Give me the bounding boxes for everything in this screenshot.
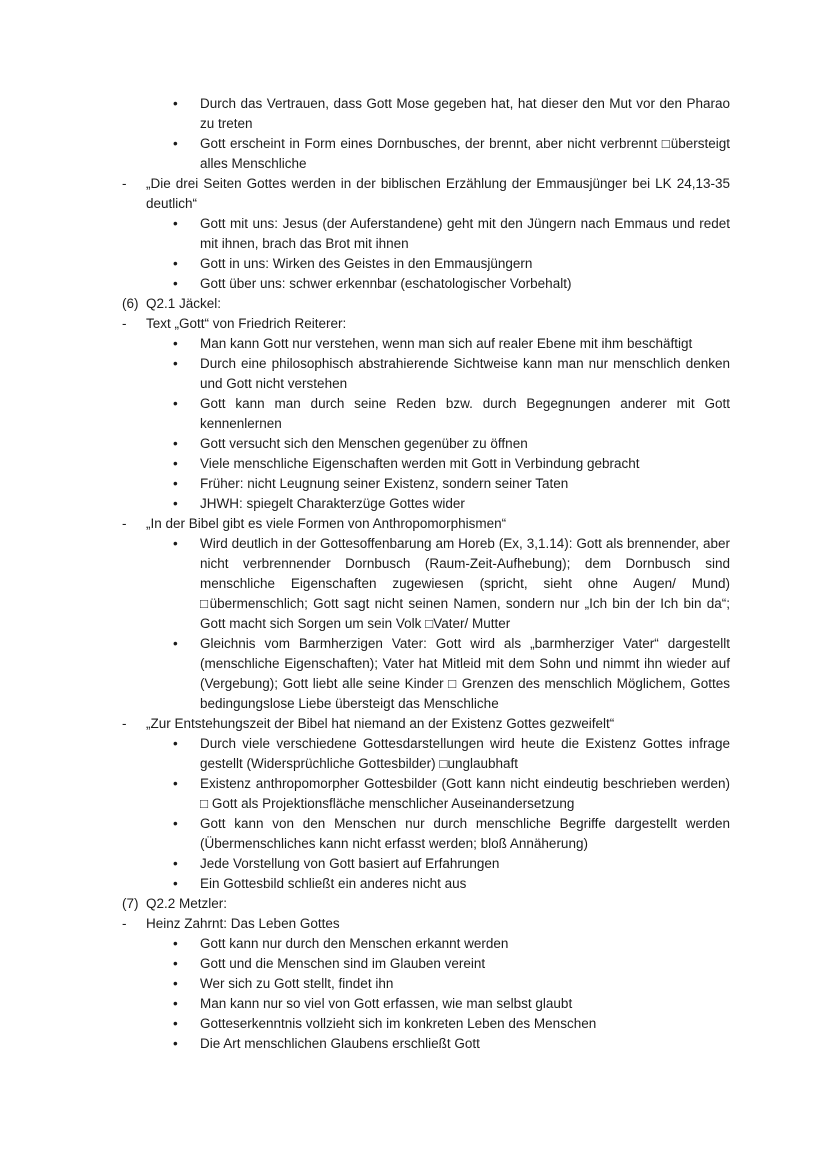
list-item xyxy=(0,254,730,274)
bullet-icon: • xyxy=(173,336,178,351)
list-item-text: Gleichnis vom Barmherzigen Vater: Gott wird als „barmherziger Vater“ dargestellt (menschliche Eigenschaften); Vater hat Mitleid mit dem Sohn und nimmt ihn wieder auf (Vergebung); Gott liebt alle seine Kinder □ Grenzen des menschlich Möglichem, Gottes bedingungslose Liebe übersteigt das Menschliche xyxy=(200,636,730,711)
list-item-text: JHWH: spiegelt Charakterzüge Gottes wider xyxy=(200,496,465,511)
list-item xyxy=(0,514,730,534)
bullet-icon: • xyxy=(173,276,178,291)
bullet-icon: • xyxy=(173,216,178,231)
list-item-text: Durch eine philosophisch abstrahierende Sichtweise kann man nur menschlich denken und Gott nicht verstehen xyxy=(200,356,730,391)
list-item xyxy=(0,634,730,714)
list-item xyxy=(0,534,730,634)
bullet-icon: • xyxy=(173,1016,178,1031)
bullet-icon: • xyxy=(173,936,178,951)
list-item xyxy=(0,454,730,474)
item-number: (7) xyxy=(122,896,139,911)
bullet-icon: • xyxy=(173,496,178,511)
list-item-text: Ein Gottesbild schließt ein anderes nicht aus xyxy=(200,876,467,891)
bullet-icon: • xyxy=(173,876,178,891)
list-item xyxy=(0,394,730,434)
bullet-icon: • xyxy=(173,356,178,371)
list-item-text: Man kann Gott nur verstehen, wenn man sich auf realer Ebene mit ihm beschäftigt xyxy=(200,336,693,351)
list-item-text: Gott kann nur durch den Menschen erkannt werden xyxy=(200,936,509,951)
list-item xyxy=(0,954,730,974)
dash-marker: - xyxy=(122,316,127,331)
list-item-text: Man kann nur so viel von Gott erfassen, wie man selbst glaubt xyxy=(200,996,573,1011)
list-item-text: Gott kann von den Menschen nur durch menschliche Begriffe dargestellt werden (Übermenschliches kann nicht erfasst werden; bloß Annäherung) xyxy=(200,816,730,851)
list-item-text: Wird deutlich in der Gottesoffenbarung am Horeb (Ex, 3,1.14): Gott als brennender, aber nicht verbrennender Dornbusch (Raum-Zeit-Aufhebung); dem Dornbusch sind menschliche Eigenschaften zugewiesen (spricht, sieht ohne Augen/ Mund) □übermenschlich; Gott sagt nicht seinen Namen, sondern nur „Ich bin der Ich bin da“; Gott macht sich Sorgen um sein Volk □Vater/ Mutter xyxy=(200,536,730,631)
list-item xyxy=(0,854,730,874)
bullet-icon: • xyxy=(173,736,178,751)
list-item-text: Gott versucht sich den Menschen gegenüber zu öffnen xyxy=(200,436,528,451)
list-item xyxy=(0,334,730,354)
dash-marker: - xyxy=(122,176,127,191)
list-item-text: Gotteserkenntnis vollzieht sich im konkreten Leben des Menschen xyxy=(200,1016,597,1031)
dash-marker: - xyxy=(122,516,127,531)
list-item xyxy=(0,94,730,134)
list-item xyxy=(0,294,730,314)
list-item-text: Jede Vorstellung von Gott basiert auf Erfahrungen xyxy=(200,856,500,871)
list-item-text: „Zur Entstehungszeit der Bibel hat niemand an der Existenz Gottes gezweifelt“ xyxy=(146,716,615,731)
dash-marker: - xyxy=(122,916,127,931)
bullet-icon: • xyxy=(173,976,178,991)
list-item-text: Gott mit uns: Jesus (der Auferstandene) geht mit den Jüngern nach Emmaus und redet mit ihnen, brach das Brot mit ihnen xyxy=(200,216,730,251)
list-item xyxy=(0,314,730,334)
list-item-text: Text „Gott“ von Friedrich Reiterer: xyxy=(146,316,347,331)
bullet-icon: • xyxy=(173,776,178,791)
list-item-text: Wer sich zu Gott stellt, findet ihn xyxy=(200,976,394,991)
list-item xyxy=(0,774,730,814)
list-item xyxy=(0,1034,730,1054)
list-item-text: „In der Bibel gibt es viele Formen von Anthropomorphismen“ xyxy=(146,516,507,531)
bullet-icon: • xyxy=(173,396,178,411)
list-item-text: Die Art menschlichen Glaubens erschließt Gott xyxy=(200,1036,480,1051)
list-item-text: Gott und die Menschen sind im Glauben vereint xyxy=(200,956,486,971)
bullet-icon: • xyxy=(173,816,178,831)
bullet-icon: • xyxy=(173,856,178,871)
bullet-icon: • xyxy=(173,476,178,491)
bullet-icon: • xyxy=(173,996,178,1011)
list-item xyxy=(0,494,730,514)
list-item xyxy=(0,714,730,734)
list-item xyxy=(0,1014,730,1034)
list-item xyxy=(0,354,730,394)
list-item xyxy=(0,874,730,894)
bullet-icon: • xyxy=(173,536,178,551)
dash-marker: - xyxy=(122,716,127,731)
list-item-text: Durch viele verschiedene Gottesdarstellungen wird heute die Existenz Gottes infrage gestellt (Widersprüchliche Gottesbilder) □unglaubhaft xyxy=(200,736,730,771)
list-item xyxy=(0,974,730,994)
list-item-text: Gott über uns: schwer erkennbar (eschatologischer Vorbehalt) xyxy=(200,276,572,291)
list-item xyxy=(0,914,730,934)
bullet-icon: • xyxy=(173,96,178,111)
list-item-text: Gott kann man durch seine Reden bzw. durch Begegnungen anderer mit Gott kennenlernen xyxy=(200,396,730,431)
list-item-text: Früher: nicht Leugnung seiner Existenz, sondern seiner Taten xyxy=(200,476,569,491)
list-item xyxy=(0,474,730,494)
bullet-icon: • xyxy=(173,256,178,271)
list-item-text: Heinz Zahrnt: Das Leben Gottes xyxy=(146,916,340,931)
list-item xyxy=(0,894,730,914)
item-number: (6) xyxy=(122,296,139,311)
list-item xyxy=(0,734,730,774)
list-item xyxy=(0,214,730,254)
list-item xyxy=(0,814,730,854)
bullet-icon: • xyxy=(173,136,178,151)
list-item xyxy=(0,134,730,174)
list-item-text: Q2.1 Jäckel: xyxy=(146,296,222,311)
list-item xyxy=(0,174,730,214)
bullet-icon: • xyxy=(173,636,178,651)
bullet-icon: • xyxy=(173,436,178,451)
list-item xyxy=(0,994,730,1014)
list-item-text: Existenz anthropomorpher Gottesbilder (Gott kann nicht eindeutig beschrieben werden) □ Gott als Projektionsfläche menschlicher Auseinandersetzung xyxy=(200,776,730,811)
list-item-text: „Die drei Seiten Gottes werden in der biblischen Erzählung der Emmausjünger bei LK 24,13-35 deutlich“ xyxy=(146,176,730,211)
list-item-text: Durch das Vertrauen, dass Gott Mose gegeben hat, hat dieser den Mut vor den Pharao zu treten xyxy=(200,96,730,131)
list-item-text: Q2.2 Metzler: xyxy=(146,896,228,911)
list-item xyxy=(0,274,730,294)
list-item xyxy=(0,434,730,454)
list-item xyxy=(0,934,730,954)
bullet-icon: • xyxy=(173,956,178,971)
bullet-icon: • xyxy=(173,456,178,471)
list-item-text: Gott in uns: Wirken des Geistes in den Emmausjüngern xyxy=(200,256,533,271)
list-item-text: Viele menschliche Eigenschaften werden mit Gott in Verbindung gebracht xyxy=(200,456,640,471)
list-item-text: Gott erscheint in Form eines Dornbusches, der brennt, aber nicht verbrennt □übersteigt alles Menschliche xyxy=(200,136,730,171)
bullet-icon: • xyxy=(173,1036,178,1051)
